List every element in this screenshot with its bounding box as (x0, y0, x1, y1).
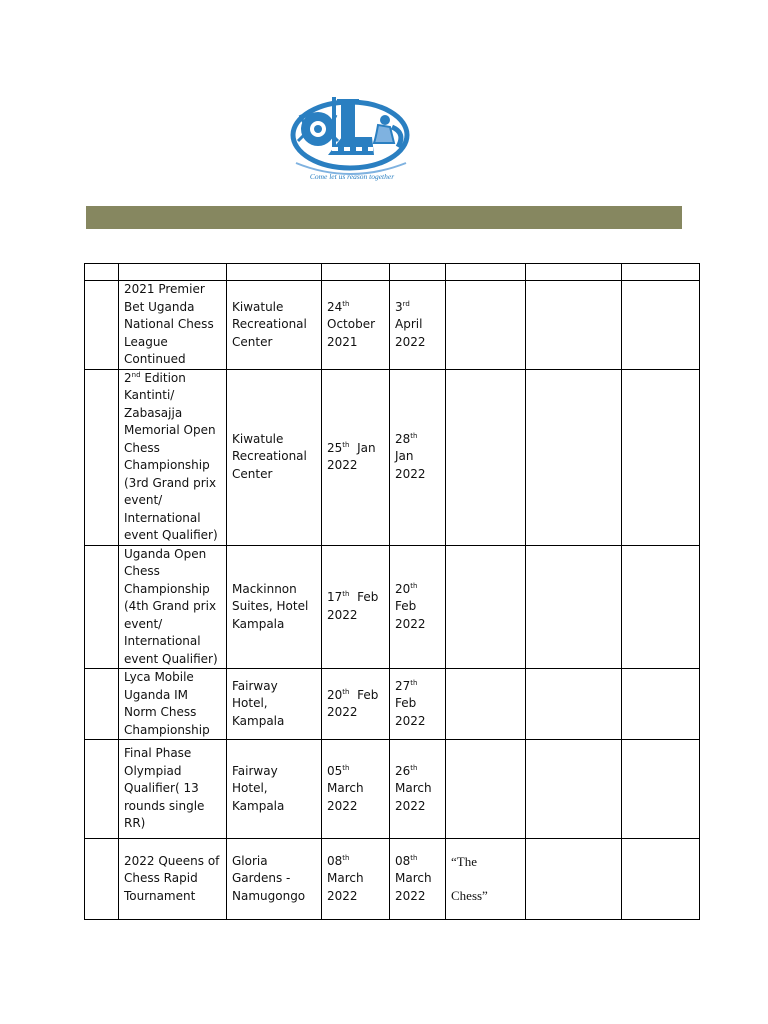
ordinal-suffix: th (342, 590, 350, 599)
empty-cell (526, 669, 622, 740)
ordinal-suffix: th (410, 581, 418, 590)
event-name-line: Chess (124, 564, 160, 578)
date-month: Jan (357, 440, 376, 455)
venue-line: Suites, Hotel (232, 599, 309, 613)
event-name-line: Memorial Open (124, 423, 216, 437)
event-name-line: International (124, 510, 201, 525)
date-day: 20 (327, 687, 343, 702)
date-day: 08 (327, 853, 343, 868)
venue-cell (227, 669, 322, 740)
date-line: March (327, 871, 364, 886)
event-name-line: League (124, 334, 168, 349)
header-cell (446, 264, 526, 281)
note-cell (446, 369, 526, 545)
event-name-cell (119, 839, 227, 920)
end-date-cell (390, 740, 446, 839)
edition-number: 2 (124, 370, 132, 385)
logo-emblem-icon (288, 93, 415, 188)
event-name-line: Bet Uganda (124, 299, 195, 314)
header-cell (322, 264, 390, 281)
ordinal-suffix: th (342, 853, 350, 862)
header-cell (119, 264, 227, 281)
header-cell (227, 264, 322, 281)
note-cell (446, 839, 526, 920)
event-name-line: 2022 Queens of (124, 853, 220, 868)
header-cell (622, 264, 700, 281)
start-date-cell (322, 839, 390, 920)
date-line: 2022 (327, 705, 358, 719)
venue-line: Kampala (232, 616, 285, 631)
event-name-line: Tournament (124, 888, 196, 903)
date-line: October (327, 317, 376, 331)
date-day: 28 (395, 431, 411, 446)
event-name-line: International (124, 634, 201, 648)
table-row (85, 545, 700, 669)
date-line: 2021 (327, 334, 358, 349)
ordinal-suffix: rd (402, 299, 410, 308)
event-name-line: RR) (124, 816, 146, 831)
venue-line: Kampala (232, 713, 285, 728)
event-name-line: Qualifier( 13 (124, 781, 199, 796)
date-line: 2022 (395, 616, 426, 631)
date-day: 24 (327, 299, 343, 314)
date-month: Feb (357, 687, 379, 702)
date-line: 2022 (395, 334, 426, 349)
event-name-cell (119, 669, 227, 740)
date-line: 2022 (327, 607, 358, 622)
date-day: 17 (327, 590, 343, 605)
note-line: “The (451, 854, 477, 869)
event-name-line: Championship (124, 458, 210, 472)
empty-cell (622, 369, 700, 545)
empty-cell (526, 281, 622, 370)
start-date-cell (322, 281, 390, 370)
empty-cell (526, 369, 622, 545)
venue-line: Fairway Hotel, (232, 678, 278, 711)
date-line: Feb (395, 599, 417, 613)
date-line: 2022 (395, 713, 426, 728)
venue-line: Mackinnon (232, 581, 297, 596)
event-name-line: Edition (144, 370, 186, 385)
event-name-line: Norm Chess (124, 705, 197, 719)
table-row (85, 669, 700, 740)
date-day: 05 (327, 763, 343, 778)
event-name-line: Continued (124, 352, 186, 366)
date-line: Feb (395, 696, 417, 711)
date-day: 27 (395, 678, 411, 693)
index-cell (85, 369, 119, 545)
index-cell (85, 545, 119, 669)
venue-line: Kiwatule (232, 299, 284, 314)
date-line: 2022 (395, 466, 426, 481)
header-banner (86, 206, 682, 229)
ordinal-suffix: th (342, 687, 350, 696)
event-name-cell (119, 369, 227, 545)
event-name-line: 2021 Premier (124, 282, 205, 296)
venue-line: Namugongo (232, 888, 306, 903)
venue-line: Fairway Hotel, (232, 763, 278, 796)
event-name-line: Zabasajja (124, 405, 183, 420)
table-row (85, 740, 700, 839)
index-cell (85, 281, 119, 370)
empty-cell (526, 545, 622, 669)
event-name-line: Championship (124, 581, 210, 596)
date-day: 20 (395, 581, 411, 596)
event-name-cell (119, 281, 227, 370)
table-row (85, 281, 700, 370)
venue-line: Recreational (232, 317, 307, 331)
date-line: 2022 (327, 888, 358, 903)
event-name-line: Chess (124, 440, 160, 455)
event-name-line: event/ (124, 493, 163, 507)
venue-line: Center (232, 466, 273, 481)
venue-line: Gloria (232, 853, 268, 868)
end-date-cell (390, 839, 446, 920)
venue-line: Gardens - (232, 871, 291, 886)
event-name-line: rounds single (124, 798, 205, 813)
venue-cell (227, 369, 322, 545)
empty-cell (622, 839, 700, 920)
ordinal-suffix: th (342, 299, 350, 308)
date-day: 3 (395, 299, 403, 314)
event-name-line: Lyca Mobile (124, 670, 194, 684)
tournament-table (84, 263, 700, 920)
empty-cell (622, 545, 700, 669)
event-name-cell (119, 545, 227, 669)
chess-federation-logo (288, 93, 415, 188)
date-line: March (395, 781, 432, 796)
ordinal-suffix: th (410, 431, 418, 440)
ordinal-suffix: nd (131, 370, 141, 379)
header-cell (526, 264, 622, 281)
date-line: March (395, 871, 432, 886)
date-line: March (327, 781, 364, 796)
event-name-line: Championship (124, 722, 210, 737)
ordinal-suffix: th (410, 853, 418, 862)
note-cell (446, 545, 526, 669)
empty-cell (622, 740, 700, 839)
date-month: Feb (357, 590, 379, 605)
date-line: Jan (395, 449, 414, 464)
start-date-cell (322, 740, 390, 839)
venue-line: Center (232, 334, 273, 349)
empty-cell (526, 839, 622, 920)
start-date-cell (322, 669, 390, 740)
empty-cell (622, 669, 700, 740)
empty-cell (622, 281, 700, 370)
end-date-cell (390, 669, 446, 740)
venue-line: Kiwatule (232, 431, 284, 446)
date-line: 2022 (395, 888, 426, 903)
event-name-line: (3rd Grand prix (124, 475, 217, 490)
venue-line: Kampala (232, 798, 285, 813)
venue-cell (227, 839, 322, 920)
index-cell (85, 669, 119, 740)
event-name-line: Chess Rapid (124, 871, 198, 886)
event-name-line: Olympiad (124, 763, 182, 778)
start-date-cell (322, 545, 390, 669)
date-line: 2022 (395, 798, 426, 813)
index-cell (85, 839, 119, 920)
event-name-line: Final Phase (124, 746, 192, 761)
event-name-line: event/ (124, 616, 163, 631)
venue-cell (227, 281, 322, 370)
ordinal-suffix: th (342, 763, 350, 772)
event-name-line: event Qualifier) (124, 651, 218, 666)
index-cell (85, 740, 119, 839)
end-date-cell (390, 369, 446, 545)
ordinal-suffix: th (342, 440, 350, 449)
logo-motto: Come let us reason together (309, 172, 395, 181)
ordinal-suffix: th (410, 678, 418, 687)
start-date-cell (322, 369, 390, 545)
note-cell (446, 281, 526, 370)
event-name-cell (119, 740, 227, 839)
note-cell (446, 740, 526, 839)
venue-cell (227, 545, 322, 669)
event-name-line: (4th Grand prix (124, 599, 217, 613)
header-cell (85, 264, 119, 281)
date-day: 25 (327, 440, 343, 455)
event-name-line: Uganda Open (124, 546, 207, 561)
date-line: 2022 (327, 798, 358, 813)
table-header-row (85, 264, 700, 281)
date-line: April (395, 317, 423, 331)
table-row (85, 369, 700, 545)
event-name-line: National Chess (124, 317, 214, 331)
date-day: 26 (395, 763, 411, 778)
ordinal-suffix: th (410, 763, 418, 772)
event-name-line: event Qualifier) (124, 528, 218, 542)
end-date-cell (390, 281, 446, 370)
table-row (85, 839, 700, 920)
note-cell (446, 669, 526, 740)
header-cell (390, 264, 446, 281)
end-date-cell (390, 545, 446, 669)
empty-cell (526, 740, 622, 839)
date-line: 2022 (327, 458, 358, 472)
venue-line: Recreational (232, 449, 307, 464)
event-name-line: Kantinti/ (124, 388, 175, 402)
venue-cell (227, 740, 322, 839)
date-day: 08 (395, 853, 411, 868)
note-line: Chess” (451, 888, 488, 903)
event-name-line: Uganda IM (124, 687, 189, 702)
